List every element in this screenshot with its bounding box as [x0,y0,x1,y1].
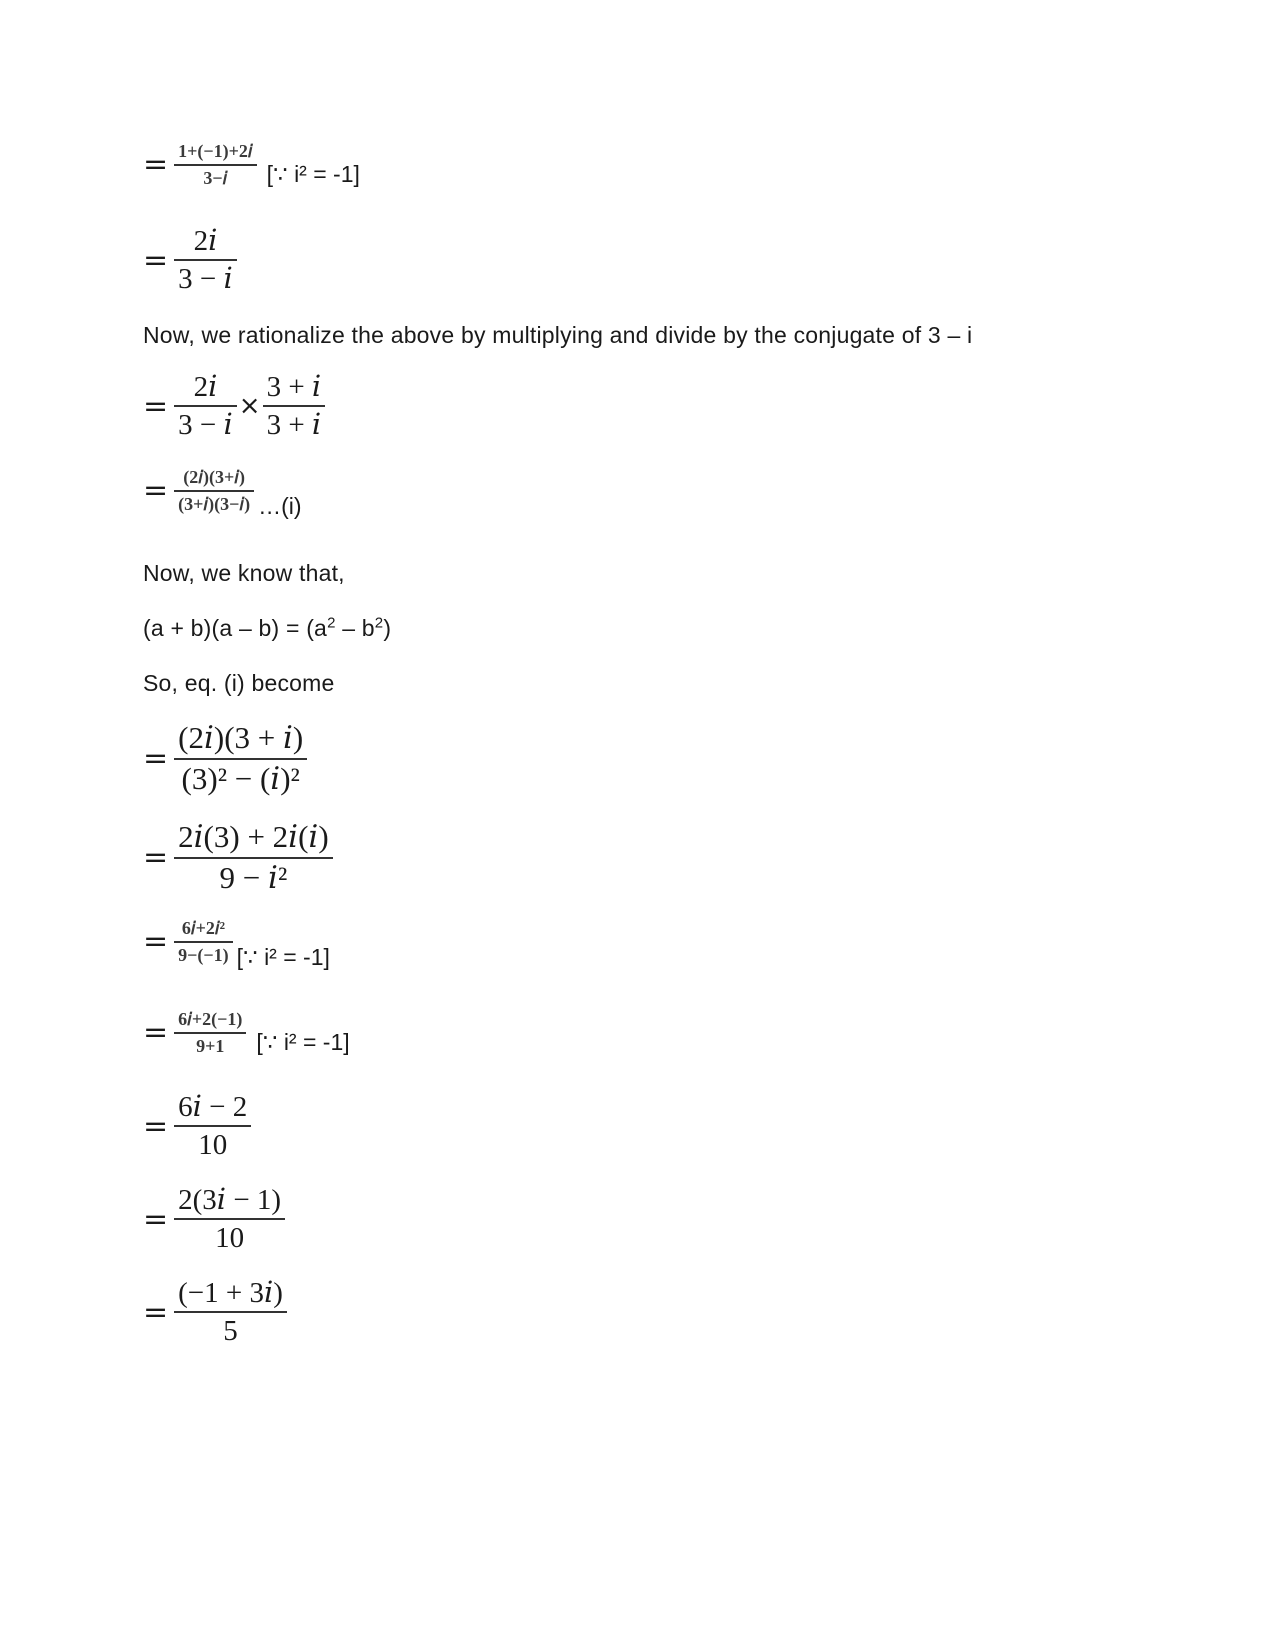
fraction-bar [174,857,333,859]
numerator: 1+(−1)+2𝑖 [178,141,253,161]
numerator: 6𝑖 − 2 [178,1091,248,1123]
fraction-a [174,372,237,441]
equals-sign: = [143,741,169,777]
step-note: [∵ i² = -1] [256,1028,350,1055]
step-5 [143,722,307,795]
numerator: (−1 + 3𝑖) [178,1277,283,1309]
step-4 [143,467,302,519]
step-11 [143,1278,287,1347]
numerator: 2𝑖 [193,225,218,257]
step-3 [143,372,325,441]
denominator: 9−(−1) [178,944,229,965]
identity-line: $(a + b)(a - b) = (a^2 - b^2)$ [143,614,392,641]
equals-sign: = [143,473,169,509]
fraction-bar [174,1218,285,1220]
equation-label: …(i) [258,492,302,519]
denominator: 3−𝑖 [203,167,228,188]
numerator: (2𝑖)(3 + 𝑖) [178,720,304,755]
step-note: [∵ i² = -1] [236,943,330,970]
step-8 [143,1010,350,1056]
numerator: (2𝑖)(3+𝑖) [183,467,246,487]
equals-sign: = [143,1201,169,1237]
fraction [174,1010,246,1056]
denominator: 3 − 𝑖 [178,263,233,296]
fraction [174,226,237,295]
paragraph-eq-becomes: So, eq. (i) become [143,670,335,696]
numerator: 2𝑖 [193,371,218,403]
fraction-bar [174,1311,287,1313]
equals-sign: = [143,1108,169,1144]
fraction-bar [174,941,233,943]
equals-sign: = [143,242,169,278]
numerator: 3 + 𝑖 [266,371,322,403]
step-2 [143,226,237,295]
step-7 [143,918,330,970]
fraction [174,142,257,188]
equals-sign: = [143,924,169,960]
equals-sign: = [143,1015,169,1051]
fraction-bar [174,164,257,166]
fraction [174,1185,285,1254]
fraction-bar [263,405,326,407]
fraction [174,468,254,514]
times-sign: × [238,391,261,422]
step-note: [∵ i² = -1] [266,160,360,187]
equals-sign: = [143,388,169,424]
fraction-bar [174,490,254,492]
denominator: 10 [215,1222,245,1255]
denominator: (3+𝑖)(3−𝑖) [178,493,251,514]
paragraph-know-that: Now, we know that, [143,560,345,586]
numerator: 2(3𝑖 − 1) [178,1184,282,1216]
fraction-b [263,372,326,441]
numerator: 2𝑖(3) + 2𝑖(𝑖) [178,819,329,854]
numerator: 6𝑖+2𝑖² [181,918,225,938]
step-1 [143,142,360,188]
step-6 [143,821,333,894]
fraction-bar [174,758,307,760]
fraction-bar [174,1125,251,1127]
paragraph-rationalize: Now, we rationalize the above by multiplying and divide by the conjugate of 3 – i [143,322,973,348]
equals-sign: = [143,840,169,876]
numerator: 6𝑖+2(−1) [178,1009,243,1029]
equals-sign: = [143,1294,169,1330]
step-10 [143,1185,285,1254]
fraction-bar [174,1032,246,1034]
step-9 [143,1092,251,1161]
fraction-bar [174,405,237,407]
fraction [174,821,333,894]
denominator: 10 [198,1129,228,1162]
denominator: (3)² − (𝑖)² [181,760,300,796]
equals-sign: = [143,147,169,183]
fraction-bar [174,259,237,261]
denominator: 3 + 𝑖 [266,409,322,442]
fraction [174,1278,287,1347]
denominator: 3 − 𝑖 [178,409,233,442]
denominator: 9 − 𝑖² [219,859,288,895]
fraction [174,1092,251,1161]
fraction [174,919,233,965]
denominator: 5 [223,1315,238,1348]
fraction [174,722,307,795]
denominator: 9+1 [196,1035,225,1056]
